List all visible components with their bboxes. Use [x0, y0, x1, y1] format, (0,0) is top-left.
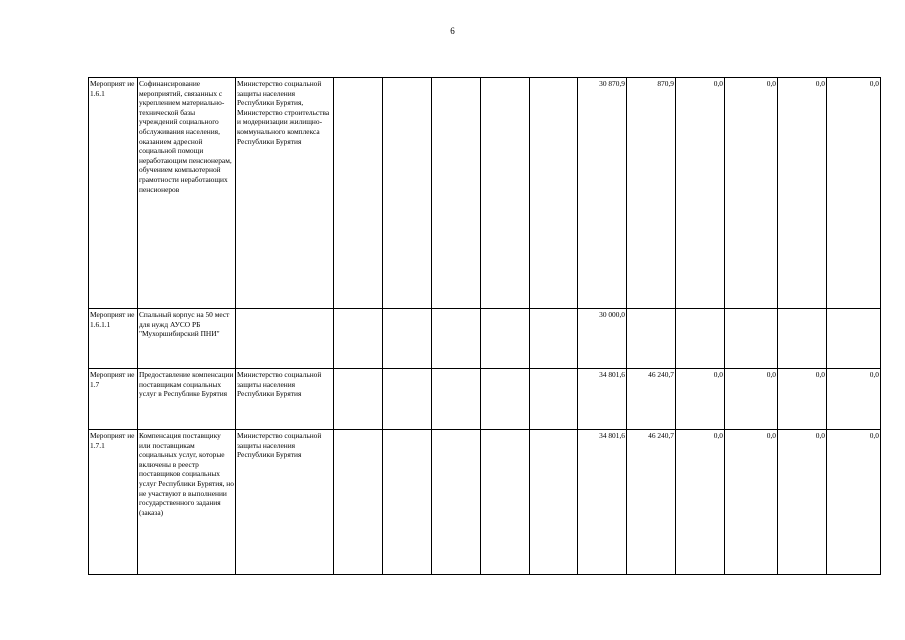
- empty-cell: [383, 78, 432, 309]
- empty-cell: [530, 430, 578, 575]
- value-cell: 0,0: [827, 78, 881, 309]
- table-row: [89, 430, 881, 575]
- measure-code: Мероприят ие 1.7.1: [89, 430, 138, 575]
- table-row: [89, 369, 881, 430]
- value-cell: 0,0: [827, 369, 881, 430]
- empty-cell: [432, 430, 481, 575]
- page-number: 6: [450, 26, 455, 36]
- table-row: [89, 78, 881, 309]
- measure-code: Мероприят ие 1.6.1: [89, 78, 138, 309]
- empty-cell: [432, 78, 481, 309]
- empty-cell: [530, 309, 578, 369]
- value-cell: 870,9: [627, 78, 676, 309]
- empty-cell: [334, 430, 383, 575]
- value-cell: 0,0: [725, 78, 778, 309]
- value-cell: 0,0: [827, 430, 881, 575]
- measure-executor: Министерство социальной защиты населения Республики Бурятия: [236, 369, 334, 430]
- value-cell: 0,0: [676, 78, 725, 309]
- value-cell: [827, 309, 881, 369]
- empty-cell: [481, 369, 530, 430]
- value-cell: 0,0: [676, 430, 725, 575]
- measure-name: Спальный корпус на 50 мест для нужд АУСО РБ "Мухоршибирский ПНИ": [138, 309, 236, 369]
- value-cell: 30 000,0: [578, 309, 627, 369]
- measure-executor: [236, 309, 334, 369]
- empty-cell: [432, 369, 481, 430]
- empty-cell: [530, 78, 578, 309]
- value-cell: 0,0: [676, 369, 725, 430]
- empty-cell: [481, 430, 530, 575]
- value-cell: 0,0: [725, 430, 778, 575]
- value-cell: [778, 309, 827, 369]
- value-cell: 34 801,6: [578, 369, 627, 430]
- empty-cell: [334, 369, 383, 430]
- value-cell: 0,0: [778, 78, 827, 309]
- value-cell: 0,0: [778, 430, 827, 575]
- measure-code: Мероприят ие 1.7: [89, 369, 138, 430]
- table-row: [89, 309, 881, 369]
- empty-cell: [530, 369, 578, 430]
- value-cell: 30 870,9: [578, 78, 627, 309]
- empty-cell: [481, 309, 530, 369]
- value-cell: [676, 309, 725, 369]
- value-cell: 46 240,7: [627, 369, 676, 430]
- value-cell: 34 801,6: [578, 430, 627, 575]
- measure-name: Софинансирование мероприятий, связанных с укреплением материально-технической базы учреждений социального обслуживания населения, оказанием адресной социальной помощи неработающим пенсионерам, обучением компьютерной грамотности неработающих пенсионеров: [138, 78, 236, 309]
- measure-executor: Министерство социальной защиты населения Республики Бурятия: [236, 430, 334, 575]
- empty-cell: [481, 78, 530, 309]
- measure-executor: Министерство социальной защиты населения Республики Бурятия, Министерство строительства и модернизации жилищно-коммунального комплекса Республики Бурятия: [236, 78, 334, 309]
- value-cell: [725, 309, 778, 369]
- value-cell: [627, 309, 676, 369]
- empty-cell: [383, 369, 432, 430]
- empty-cell: [383, 430, 432, 575]
- value-cell: 0,0: [725, 369, 778, 430]
- empty-cell: [334, 78, 383, 309]
- measure-name: Компенсация поставщику или поставщикам социальных услуг, которые включены в реестр поставщиков социальных услуг Республики Бурятия, но не участвуют в выполнении государственного задания (заказа): [138, 430, 236, 575]
- empty-cell: [383, 309, 432, 369]
- value-cell: 46 240,7: [627, 430, 676, 575]
- measure-name: Предоставление компенсации поставщикам социальных услуг в Республике Бурятия: [138, 369, 236, 430]
- measure-code: Мероприят ие 1.6.1.1: [89, 309, 138, 369]
- value-cell: 0,0: [778, 369, 827, 430]
- empty-cell: [334, 309, 383, 369]
- budget-table: [88, 77, 881, 575]
- empty-cell: [432, 309, 481, 369]
